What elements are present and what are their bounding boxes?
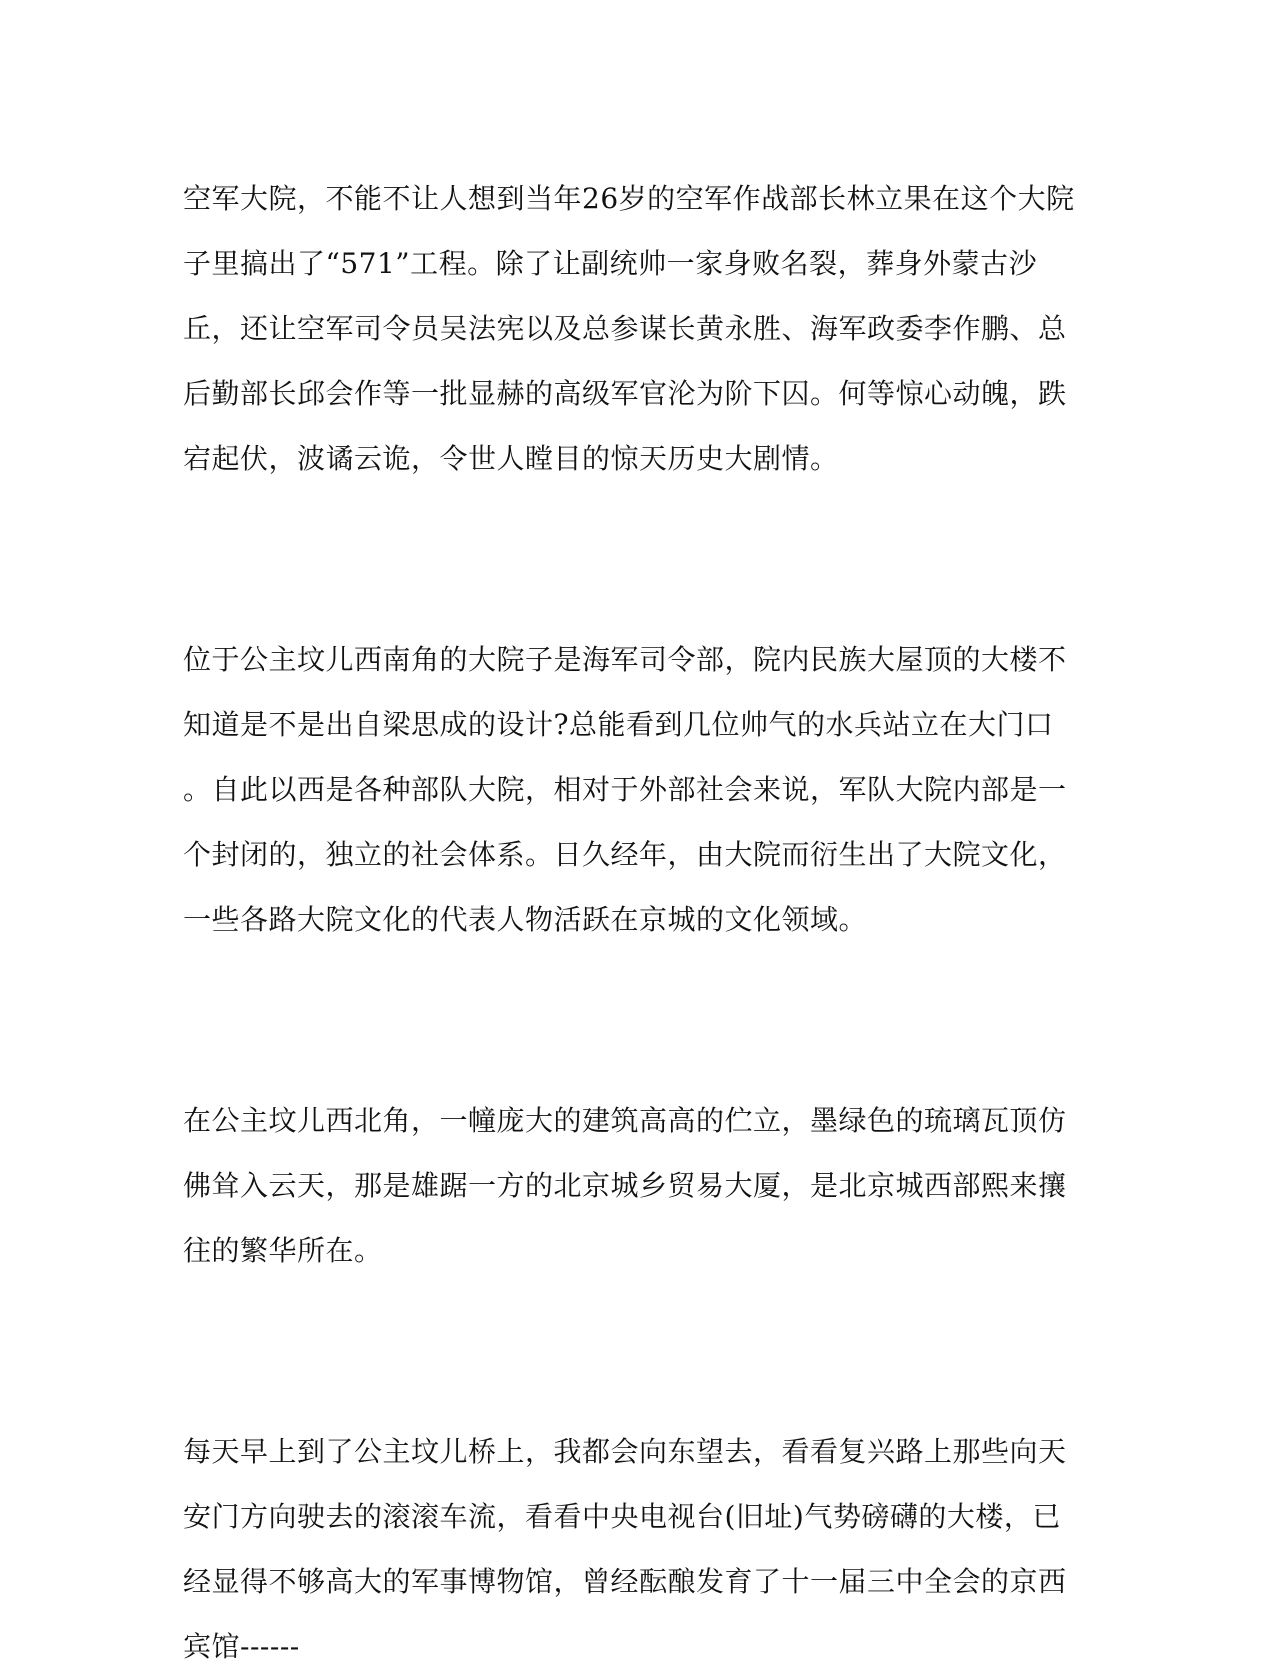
paragraph-spacer (183, 491, 1083, 627)
text-line: 佛耸入云天，那是雄踞一方的北京城乡贸易大厦，是北京城西部熙来攘 (183, 1169, 1067, 1202)
paragraph-spacer (183, 1283, 1083, 1419)
text-line: 往的繁华所在。 (183, 1234, 383, 1267)
paragraph-spacer (183, 952, 1083, 1088)
text-line: 丘，还让空军司令员吴法宪以及总参谋长黄永胜、海军政委李作鹏、总 (183, 312, 1067, 345)
body-text (183, 166, 1083, 1679)
paragraph-4 (183, 1419, 1083, 1679)
text-line: 一些各路大院文化的代表人物活跃在京城的文化领域。 (183, 903, 868, 936)
text-line: 宕起伏，波谲云诡，令世人瞠目的惊天历史大剧情。 (183, 442, 839, 475)
text-line: 个封闭的，独立的社会体系。日久经年，由大院而衍生出了大院文化， (183, 838, 1067, 871)
text-line: 位于公主坟儿西南角的大院子是海军司令部，院内民族大屋顶的大楼不 (183, 643, 1067, 676)
text-line: 安门方向驶去的滚滚车流，看看中央电视台(旧址)气势磅礴的大楼，已 (183, 1500, 1061, 1533)
text-line: 子里搞出了“571”工程。除了让副统帅一家身败名裂，葬身外蒙古沙 (183, 247, 1038, 280)
text-line: 。自此以西是各种部队大院，相对于外部社会来说，军队大院内部是一 (183, 773, 1067, 806)
text-line: 经显得不够高大的军事博物馆，曾经酝酿发育了十一届三中全会的京西 (183, 1565, 1067, 1598)
text-line: 在公主坟儿西北角，一幢庞大的建筑高高的伫立，墨绿色的琉璃瓦顶仿 (183, 1104, 1067, 1137)
text-line: 知道是不是出自梁思成的设计?总能看到几位帅气的水兵站立在大门口 (183, 708, 1054, 741)
paragraph-3 (183, 1088, 1083, 1283)
paragraph-2 (183, 627, 1083, 952)
paragraph-1 (183, 166, 1083, 491)
text-line: 每天早上到了公主坟儿桥上，我都会向东望去，看看复兴路上那些向天 (183, 1435, 1067, 1468)
text-line: 宾馆------ (183, 1630, 300, 1663)
text-line: 空军大院，不能不让人想到当年26岁的空军作战部长林立果在这个大院 (183, 182, 1075, 215)
text-line: 后勤部长邱会作等一批显赫的高级军官沦为阶下囚。何等惊心动魄，跌 (183, 377, 1067, 410)
